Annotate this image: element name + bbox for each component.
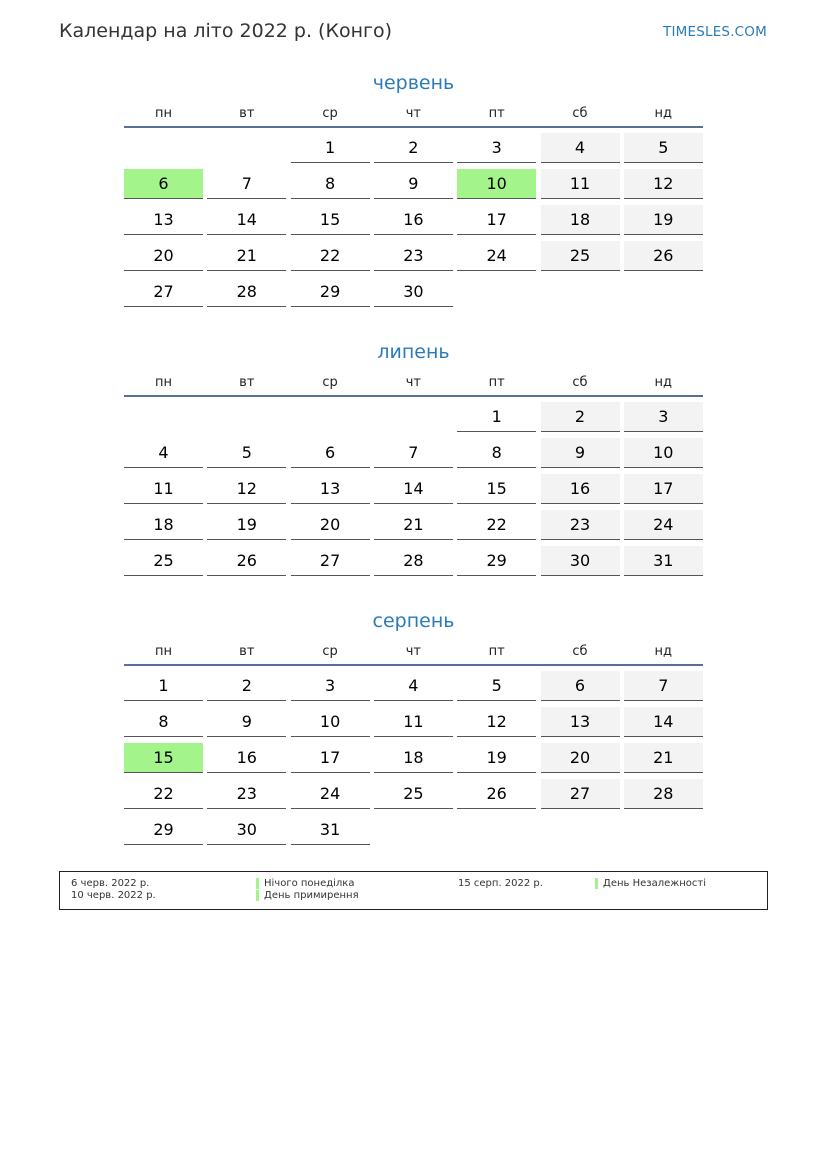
day-cell: 10: [624, 438, 703, 468]
day-cell: 17: [624, 474, 703, 504]
day-cell: 14: [374, 474, 453, 504]
weekday-label: сб: [572, 644, 588, 659]
month-title: червень: [372, 72, 455, 94]
day-cell: 11: [541, 169, 620, 199]
day-cell: 22: [124, 779, 203, 809]
month-august: [124, 608, 703, 851]
weekday-header: [124, 102, 703, 128]
legend-color-marker: [256, 890, 259, 901]
day-cell: 7: [374, 438, 453, 468]
day-cell: 18: [124, 510, 203, 540]
day-cell: 6: [291, 438, 370, 468]
day-cell: 22: [291, 241, 370, 271]
day-cell: 10: [291, 707, 370, 737]
day-cell: 12: [624, 169, 703, 199]
day-cell: 12: [457, 707, 536, 737]
month-title: серпень: [372, 610, 455, 632]
day-cell: 25: [541, 241, 620, 271]
weekday-label: пт: [488, 644, 505, 659]
day-cell: 13: [124, 205, 203, 235]
month-title: липень: [377, 341, 450, 363]
day-cell: 15: [291, 205, 370, 235]
day-cell: 20: [291, 510, 370, 540]
weekday-label: вт: [239, 644, 255, 659]
weekday-label: пн: [155, 644, 172, 659]
day-cell: 23: [207, 779, 286, 809]
day-cell: 18: [374, 743, 453, 773]
day-cell: 11: [374, 707, 453, 737]
day-cell: 31: [291, 815, 370, 845]
legend-date: 6 черв. 2022 р.: [71, 878, 150, 889]
day-cell: 28: [207, 277, 286, 307]
day-cell: 2: [374, 133, 453, 163]
weekday-label: пт: [488, 375, 505, 390]
day-cell: 1: [124, 671, 203, 701]
weekday-label: вт: [239, 375, 255, 390]
day-cell: 29: [457, 546, 536, 576]
legend-date: 10 черв. 2022 р.: [71, 890, 156, 901]
day-cell: 29: [291, 277, 370, 307]
day-cell: 4: [541, 133, 620, 163]
day-cell: 12: [207, 474, 286, 504]
day-cell: 5: [207, 438, 286, 468]
weekday-label: ср: [322, 375, 338, 390]
day-cell: 30: [541, 546, 620, 576]
holiday-legend: [59, 871, 768, 910]
day-cell: 27: [291, 546, 370, 576]
day-cell: 25: [124, 546, 203, 576]
day-cell: 2: [207, 671, 286, 701]
day-cell: 5: [457, 671, 536, 701]
day-cell: 23: [374, 241, 453, 271]
day-cell: 16: [374, 205, 453, 235]
day-cell: 30: [374, 277, 453, 307]
day-cell: 9: [374, 169, 453, 199]
weekday-header: [124, 640, 703, 666]
day-cell: 8: [124, 707, 203, 737]
day-cell: 25: [374, 779, 453, 809]
day-cell: 28: [374, 546, 453, 576]
day-cell: 24: [457, 241, 536, 271]
day-cell: 21: [624, 743, 703, 773]
day-cell: 4: [124, 438, 203, 468]
legend-holiday-name: Нічого понеділка: [264, 878, 355, 889]
day-cell: 13: [541, 707, 620, 737]
day-cell: 3: [291, 671, 370, 701]
day-cell: 21: [374, 510, 453, 540]
day-cell: 26: [457, 779, 536, 809]
day-cell: 16: [541, 474, 620, 504]
day-cell: 17: [457, 205, 536, 235]
day-cell: 3: [624, 402, 703, 432]
day-cell: 19: [207, 510, 286, 540]
legend-color-marker: [256, 878, 259, 889]
page-title: Календар на літо 2022 р. (Конго): [59, 20, 393, 42]
day-cell: 27: [541, 779, 620, 809]
day-cell: 21: [207, 241, 286, 271]
day-cell: 13: [291, 474, 370, 504]
weekday-label: нд: [654, 375, 673, 390]
month-grid: [124, 402, 703, 582]
month-july: [124, 339, 703, 582]
day-cell: 8: [291, 169, 370, 199]
day-cell: 19: [457, 743, 536, 773]
weekday-label: нд: [654, 644, 673, 659]
legend-holiday-name: День Незалежності: [603, 878, 707, 889]
day-cell: 14: [624, 707, 703, 737]
day-cell: 3: [457, 133, 536, 163]
day-cell: 1: [291, 133, 370, 163]
day-cell: 29: [124, 815, 203, 845]
holiday-day-cell: 15: [124, 743, 203, 773]
weekday-label: ср: [322, 106, 338, 121]
legend-holiday-name: День примирення: [264, 890, 359, 901]
day-cell: 24: [624, 510, 703, 540]
day-cell: 9: [541, 438, 620, 468]
legend-color-marker: [595, 878, 598, 889]
day-cell: 18: [541, 205, 620, 235]
day-cell: 23: [541, 510, 620, 540]
day-cell: 27: [124, 277, 203, 307]
weekday-label: вт: [239, 106, 255, 121]
day-cell: 31: [624, 546, 703, 576]
day-cell: 20: [541, 743, 620, 773]
day-cell: 19: [624, 205, 703, 235]
weekday-header: [124, 371, 703, 397]
weekday-label: пн: [155, 106, 172, 121]
day-cell: 7: [207, 169, 286, 199]
day-cell: 7: [624, 671, 703, 701]
day-cell: 9: [207, 707, 286, 737]
day-cell: 14: [207, 205, 286, 235]
site-link[interactable]: TIMESLES.COM: [663, 24, 767, 40]
weekday-label: чт: [405, 106, 422, 121]
day-cell: 22: [457, 510, 536, 540]
day-cell: 20: [124, 241, 203, 271]
day-cell: 1: [457, 402, 536, 432]
day-cell: 6: [541, 671, 620, 701]
weekday-label: сб: [572, 375, 588, 390]
day-cell: 16: [207, 743, 286, 773]
weekday-label: чт: [405, 644, 422, 659]
day-cell: 4: [374, 671, 453, 701]
day-cell: 24: [291, 779, 370, 809]
weekday-label: нд: [654, 106, 673, 121]
holiday-day-cell: 6: [124, 169, 203, 199]
weekday-label: сб: [572, 106, 588, 121]
weekday-label: чт: [405, 375, 422, 390]
day-cell: 17: [291, 743, 370, 773]
weekday-label: ср: [322, 644, 338, 659]
day-cell: 28: [624, 779, 703, 809]
day-cell: 11: [124, 474, 203, 504]
day-cell: 26: [624, 241, 703, 271]
day-cell: 5: [624, 133, 703, 163]
holiday-day-cell: 10: [457, 169, 536, 199]
month-june: [124, 70, 703, 313]
day-cell: 2: [541, 402, 620, 432]
month-grid: [124, 671, 703, 851]
day-cell: 8: [457, 438, 536, 468]
legend-date: 15 серп. 2022 р.: [458, 878, 543, 889]
day-cell: 26: [207, 546, 286, 576]
weekday-label: пт: [488, 106, 505, 121]
day-cell: 30: [207, 815, 286, 845]
weekday-label: пн: [155, 375, 172, 390]
day-cell: 15: [457, 474, 536, 504]
month-grid: [124, 133, 703, 313]
